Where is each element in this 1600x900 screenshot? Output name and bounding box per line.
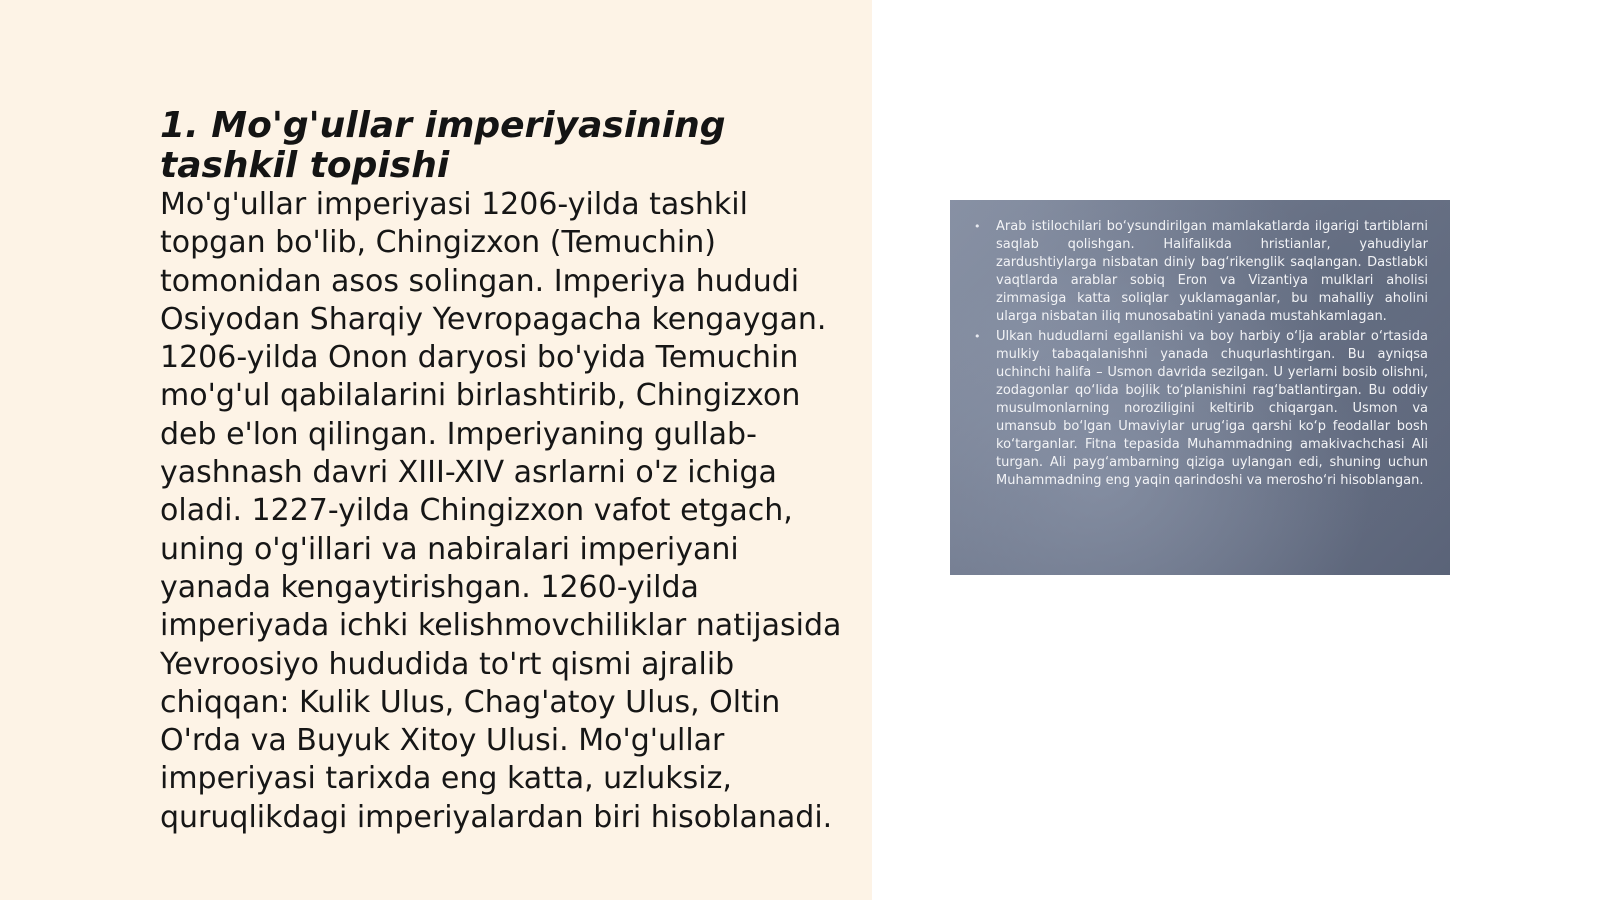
image-bullet-list xyxy=(972,218,1428,490)
image-bullet-text: Ulkan hududlarni egallanishi va boy harbiy o‘lja arablar o‘rtasida mulkiy tabaqalanishni yanada chuqurlashtirgan. Bu ayniqsa uchinchi halifa – Usmon davrida sezilgan. U yerlarni bosib olishni, zodagonlar qo‘lida bojlik to‘planishini rag‘batlantirgan. Bu oddiy musulmonlarning noroziligini keltirib chiqargan. Usmon va umansub bo‘lgan Umaviylar urug‘iga qarshi ko‘p feodallar bosh ko‘targanlar. Fitna tepasida Muhammadning amakivachchasi Ali turgan. Ali payg‘ambarning qiziga uylangan edi, shuning uchun Muhammadning eng yaqin qarindoshi va merosho‘ri hisoblangan. xyxy=(996,329,1428,488)
image-bullet-item xyxy=(972,218,1428,326)
slide-title: 1. Mo'g'ullar imperiyasining tashkil topishi xyxy=(160,105,726,186)
bullet-dot-icon: • xyxy=(974,330,981,343)
bullet-dot-icon: • xyxy=(974,220,981,233)
image-bullet-item xyxy=(972,328,1428,490)
slide-image xyxy=(950,200,1450,575)
slide-body-text: Mo'g'ullar imperiyasi 1206-yilda tashkil topgan bo'lib, Chingizxon (Temuchin) tomonidan asos solingan. Imperiya hududi Osiyodan Sharqiy Yevropagacha kengaygan. 1206-yilda Onon daryosi bo'yida Temuchin mo'g'ul qabilalarini birlashtirib, Chingizxon deb e'lon qilingan. Imperiyaning gullab-yashnash davri XIII-XIV asrlarni o'z ichiga oladi. 1227-yilda Chingizxon vafot etgach, uning o'g'illari va nabiralari imperiyani yanada kengaytirishgan. 1260-yilda imperiyada ichki kelishmovchiliklar natijasida Yevroosiyo hududida to'rt qismi ajralib chiqqan: Kulik Ulus, Chag'atoy Ulus, Oltin O'rda va Buyuk Xitoy Ulusi. Mo'g'ullar imperiyasi tarixda eng katta, uzluksiz, quruqlikdagi imperiyalardan biri hisoblanadi. xyxy=(160,187,842,835)
image-bullet-text: Arab istilochilari bo‘ysundirilgan mamlakatlarda ilgarigi tartiblarni saqlab qolishgan. Halifalikda hristianlar, yahudiylar zardushtiylarga nisbatan diniy bag‘rikenglik saqlangan. Dastlabki vaqtlarda arablar sobiq Eron va Vizantiya mulklari aholisi zimmasiga katta soliqlar yuklamaganlar, bu mahalliy aholini ularga nisbatan iliq munosabatini yanada mustahkamlagan. xyxy=(996,219,1428,324)
